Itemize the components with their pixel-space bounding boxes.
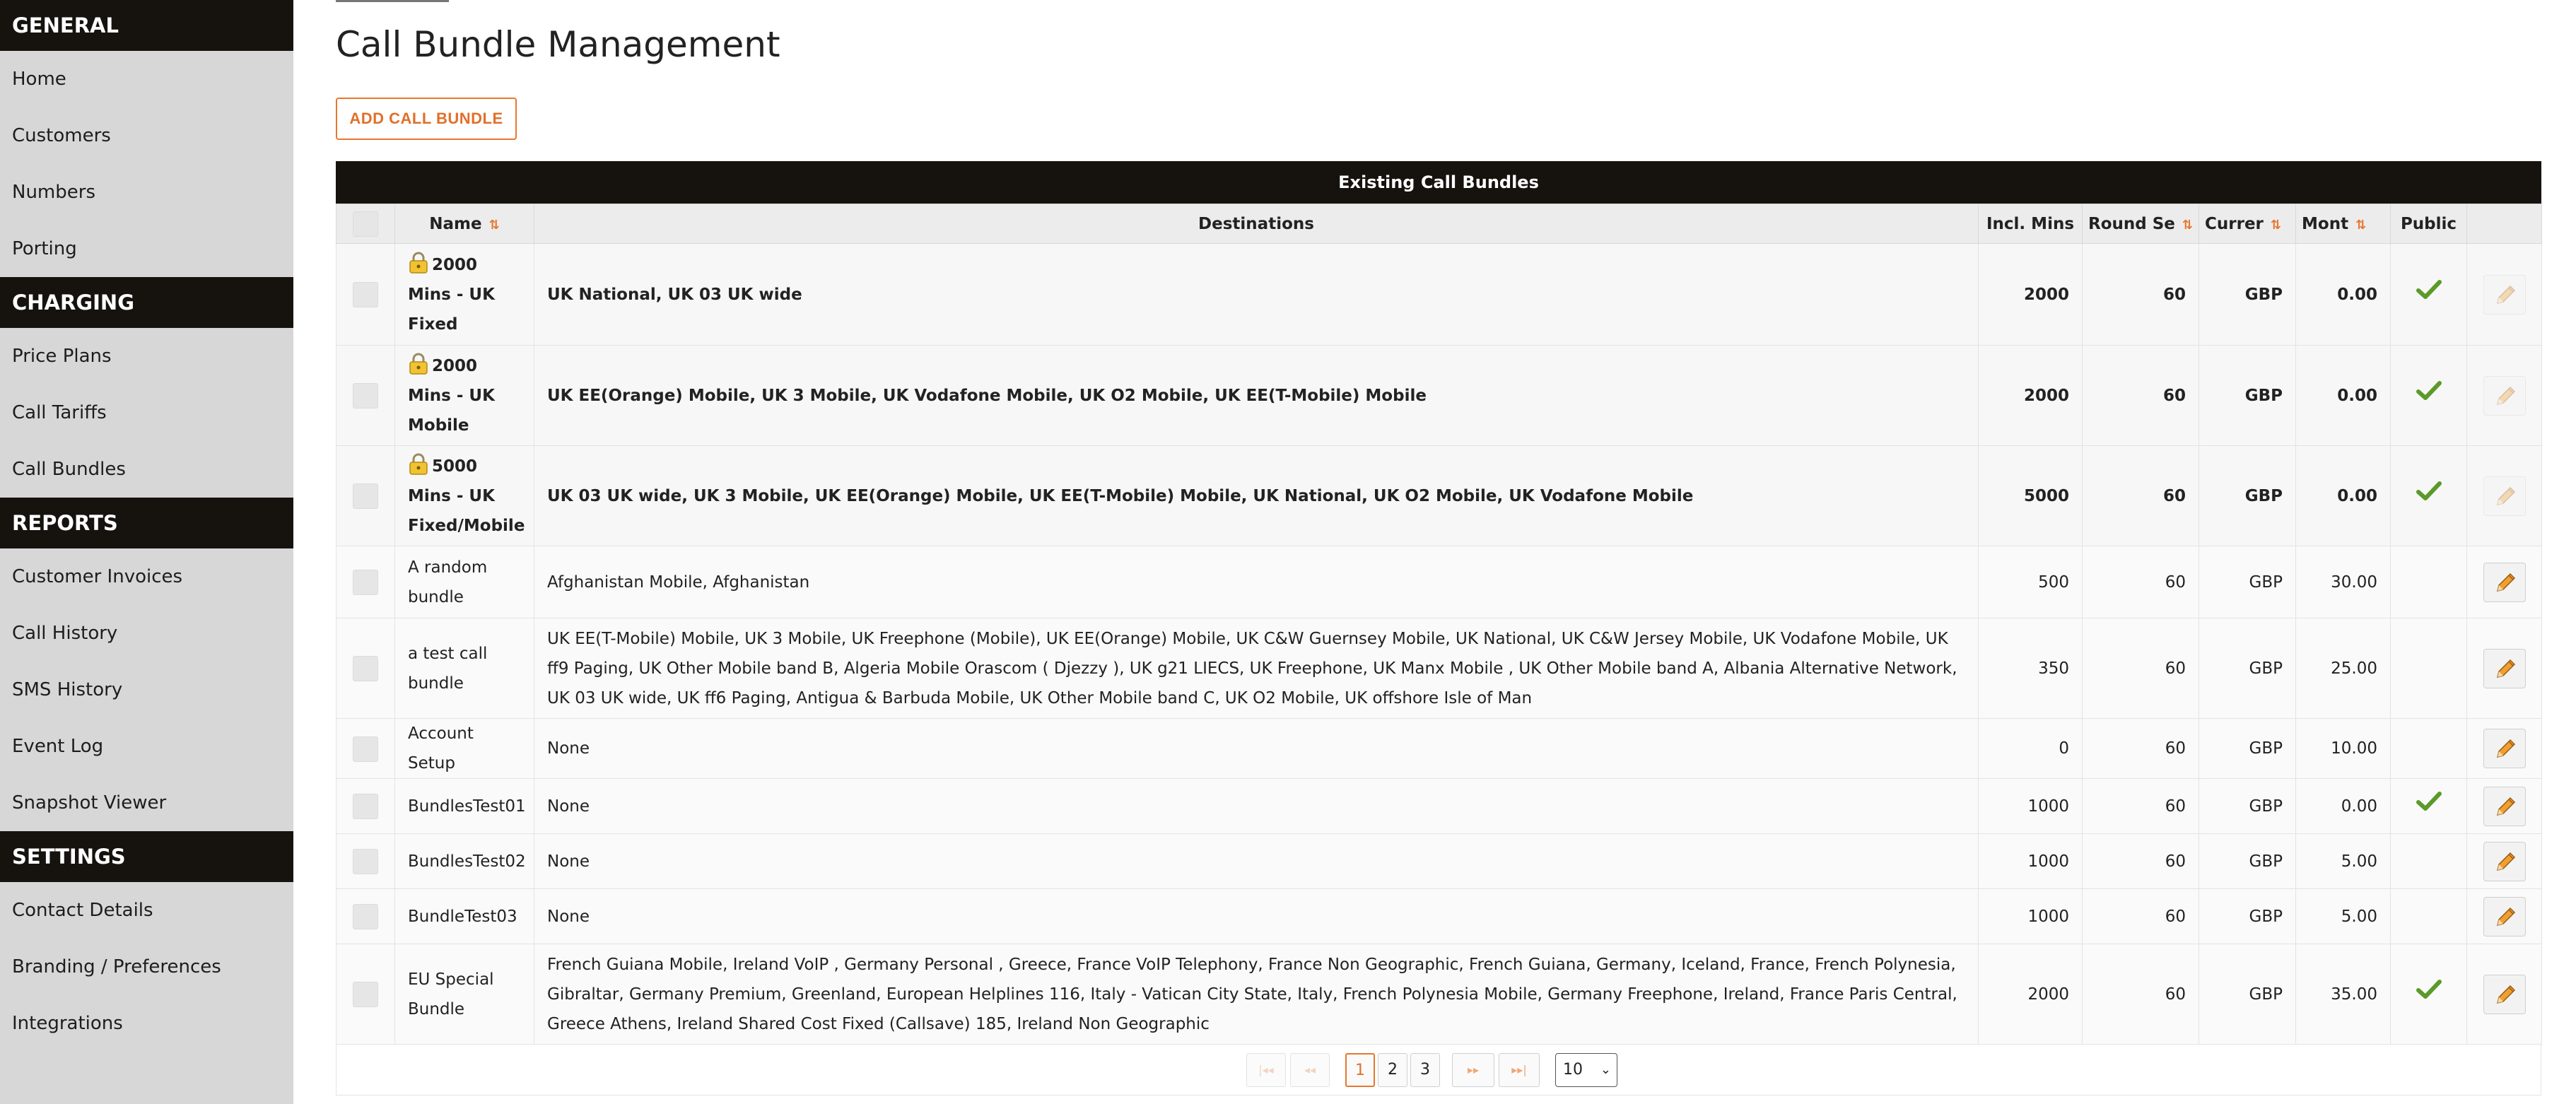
bundle-name: 2000 Mins - UK Fixed [408, 255, 495, 334]
incl-mins-cell: 1000 [1979, 779, 2083, 834]
sidebar-item-call-history[interactable]: Call History [12, 623, 118, 644]
table-row [336, 779, 2542, 834]
bundle-name: Account Setup [408, 724, 474, 773]
col-public [2391, 204, 2467, 244]
public-cell [2391, 779, 2467, 834]
col-incl-mins [1979, 204, 2083, 244]
round-seconds-cell: 60 [2083, 244, 2199, 346]
incl-mins-cell: 1000 [1979, 889, 2083, 944]
destinations-cell: None [534, 834, 1979, 889]
check-icon [2416, 279, 2442, 300]
row-select-cell [336, 546, 395, 618]
sidebar-item-integrations[interactable]: Integrations [12, 1013, 123, 1034]
edit-button[interactable] [2483, 649, 2526, 688]
round-seconds-cell: 60 [2083, 446, 2199, 546]
lock-icon [408, 353, 429, 375]
row-checkbox[interactable] [353, 736, 378, 762]
sidebar-item-numbers[interactable]: Numbers [12, 182, 95, 203]
actions-cell [2467, 244, 2542, 346]
incl-mins-cell: 5000 [1979, 446, 2083, 546]
currency-cell: GBP [2199, 446, 2296, 546]
row-checkbox[interactable] [353, 483, 378, 509]
edit-button[interactable] [2483, 842, 2526, 881]
bundle-name: BundleTest03 [408, 907, 517, 926]
public-cell [2391, 889, 2467, 944]
bundle-name: BundlesTest02 [408, 852, 526, 871]
first-page-button[interactable]: |◂◂ [1246, 1053, 1286, 1087]
page-2-button[interactable]: 2 [1378, 1053, 1407, 1087]
table-row [336, 834, 2542, 889]
row-checkbox[interactable] [353, 383, 378, 409]
col-destinations-label: Destinations [1198, 214, 1314, 233]
table-row [336, 546, 2542, 618]
row-select-cell [336, 346, 395, 446]
table-row [336, 889, 2542, 944]
public-cell [2391, 244, 2467, 346]
actions-cell [2467, 618, 2542, 719]
actions-cell [2467, 446, 2542, 546]
public-cell [2391, 944, 2467, 1045]
row-checkbox[interactable] [353, 570, 378, 595]
currency-cell: GBP [2199, 546, 2296, 618]
incl-mins-cell: 2000 [1979, 346, 2083, 446]
check-icon [2416, 380, 2442, 401]
monthly-cell: 0.00 [2296, 779, 2391, 834]
sidebar-item-customers[interactable]: Customers [12, 125, 111, 146]
incl-mins-cell: 1000 [1979, 834, 2083, 889]
edit-button[interactable] [2483, 897, 2526, 936]
page-1-button[interactable]: 1 [1345, 1053, 1375, 1087]
sidebar-section-general: GENERAL [0, 0, 293, 51]
currency-cell: GBP [2199, 618, 2296, 719]
row-checkbox[interactable] [353, 849, 378, 874]
sidebar-section-settings: SETTINGS [0, 831, 293, 882]
row-checkbox[interactable] [353, 904, 378, 929]
table-header-row [336, 204, 2542, 244]
monthly-cell: 30.00 [2296, 546, 2391, 618]
bundle-name-cell [395, 546, 534, 618]
col-public-label: Public [2400, 214, 2457, 233]
next-page-button[interactable]: ▸▸ [1452, 1053, 1494, 1087]
round-seconds-cell: 60 [2083, 618, 2199, 719]
row-checkbox[interactable] [353, 656, 378, 681]
actions-cell [2467, 834, 2542, 889]
sort-icon[interactable]: ⇅ [488, 217, 500, 233]
destinations-cell: UK EE(T-Mobile) Mobile, UK 3 Mobile, UK Freephone (Mobile), UK EE(Orange) Mobile, UK C&W Guernsey Mobile, UK National, UK C&W Jersey Mobile, UK Vodafone Mobile, UK ff9 Paging, UK Other Mobile band B, Algeria Mobile Orascom ( Djezzy ), UK g21 LIECS, UK Freephone, UK Manx Mobile , UK Other Mobile band A, Albania Alternative Network, UK 03 UK wide, UK ff6 Paging, Antigua & Barbuda Mobile, UK Other Mobile band C, UK O2 Mobile, UK offshore Isle of Man [534, 618, 1979, 719]
incl-mins-cell: 2000 [1979, 244, 2083, 346]
table-row [336, 944, 2542, 1045]
sidebar-item-call-tariffs[interactable]: Call Tariffs [12, 402, 107, 423]
round-seconds-cell: 60 [2083, 719, 2199, 779]
edit-button[interactable] [2483, 563, 2526, 602]
incl-mins-cell: 500 [1979, 546, 2083, 618]
currency-cell: GBP [2199, 889, 2296, 944]
table-title: Existing Call Bundles [336, 161, 2541, 204]
public-cell [2391, 546, 2467, 618]
monthly-cell: 5.00 [2296, 834, 2391, 889]
check-icon [2416, 481, 2442, 502]
sort-icon[interactable]: ⇅ [2182, 217, 2193, 233]
actions-cell [2467, 889, 2542, 944]
monthly-cell: 0.00 [2296, 244, 2391, 346]
currency-cell: GBP [2199, 944, 2296, 1045]
monthly-cell: 0.00 [2296, 346, 2391, 446]
main-content [293, 0, 2576, 1104]
page-size-value: 10 [1563, 1061, 1583, 1079]
page-size-select[interactable] [1555, 1053, 1617, 1087]
table-row [336, 346, 2542, 446]
bundle-name-cell [395, 244, 534, 346]
col-round-label: Round Se [2088, 214, 2175, 233]
round-seconds-cell: 60 [2083, 834, 2199, 889]
table-row [336, 446, 2542, 546]
bundle-name: 5000 Mins - UK Fixed/Mobile [408, 457, 525, 535]
edit-button[interactable] [2483, 787, 2526, 826]
row-select-cell [336, 446, 395, 546]
col-name-label: Name [429, 214, 482, 233]
row-select-cell [336, 244, 395, 346]
incl-mins-cell: 2000 [1979, 944, 2083, 1045]
edit-button[interactable] [2483, 476, 2526, 516]
bundle-name-cell [395, 618, 534, 719]
sidebar-item-price-plans[interactable]: Price Plans [12, 346, 112, 367]
destinations-cell: UK National, UK 03 UK wide [534, 244, 1979, 346]
breadcrumb-fragment [336, 0, 449, 2]
currency-cell: GBP [2199, 834, 2296, 889]
bundle-name-cell [395, 889, 534, 944]
destinations-cell: None [534, 889, 1979, 944]
round-seconds-cell: 60 [2083, 346, 2199, 446]
row-select-cell [336, 889, 395, 944]
destinations-cell: None [534, 779, 1979, 834]
row-select-cell [336, 779, 395, 834]
bundle-name: A random bundle [408, 558, 488, 606]
col-round[interactable] [2083, 204, 2199, 244]
currency-cell: GBP [2199, 779, 2296, 834]
monthly-cell: 25.00 [2296, 618, 2391, 719]
table-row [336, 244, 2542, 346]
row-checkbox[interactable] [353, 282, 378, 307]
monthly-cell: 35.00 [2296, 944, 2391, 1045]
sidebar-item-home[interactable]: Home [12, 69, 66, 90]
destinations-cell: None [534, 719, 1979, 779]
page-3-button[interactable]: 3 [1410, 1053, 1440, 1087]
sidebar-section-charging: CHARGING [0, 277, 293, 328]
select-all-header[interactable] [336, 204, 395, 244]
round-seconds-cell: 60 [2083, 779, 2199, 834]
sidebar-item-snapshot-viewer[interactable]: Snapshot Viewer [12, 792, 167, 814]
sidebar-section-reports: REPORTS [0, 498, 293, 548]
sidebar [0, 0, 293, 1104]
last-page-button[interactable]: ▸▸| [1499, 1053, 1540, 1087]
col-currency-label: Currer [2205, 214, 2264, 233]
bundle-name-cell [395, 944, 534, 1045]
actions-cell [2467, 346, 2542, 446]
col-actions [2467, 204, 2542, 244]
sidebar-item-contact-details[interactable]: Contact Details [12, 900, 153, 921]
round-seconds-cell: 60 [2083, 546, 2199, 618]
bundle-name-cell [395, 719, 534, 779]
prev-page-button[interactable]: ◂◂ [1290, 1053, 1330, 1087]
public-cell [2391, 446, 2467, 546]
row-select-cell [336, 834, 395, 889]
actions-cell [2467, 546, 2542, 618]
incl-mins-cell: 0 [1979, 719, 2083, 779]
currency-cell: GBP [2199, 244, 2296, 346]
sidebar-item-event-log[interactable]: Event Log [12, 736, 104, 757]
bundle-name: BundlesTest01 [408, 797, 526, 816]
col-destinations [534, 204, 1979, 244]
table-row [336, 719, 2542, 779]
col-currency[interactable] [2199, 204, 2296, 244]
check-icon [2416, 791, 2442, 812]
col-incl-mins-label: Incl. Mins [1986, 214, 2075, 233]
col-monthly-label: Mont [2302, 214, 2349, 233]
edit-button[interactable] [2483, 376, 2526, 416]
incl-mins-cell: 350 [1979, 618, 2083, 719]
row-select-cell [336, 618, 395, 719]
destinations-cell: UK EE(Orange) Mobile, UK 3 Mobile, UK Vodafone Mobile, UK O2 Mobile, UK EE(T-Mobile) Mobile [534, 346, 1979, 446]
sidebar-item-branding-preferences[interactable]: Branding / Preferences [12, 956, 221, 977]
add-call-bundle-button[interactable]: ADD CALL BUNDLE [336, 98, 517, 140]
chevron-down-icon: ⌄ [1600, 1062, 1611, 1077]
sidebar-item-sms-history[interactable]: SMS History [12, 679, 123, 700]
bundle-name-cell [395, 446, 534, 546]
public-cell [2391, 346, 2467, 446]
lock-icon [408, 453, 429, 476]
sort-icon[interactable]: ⇅ [2355, 217, 2367, 233]
monthly-cell: 0.00 [2296, 446, 2391, 546]
destinations-cell: French Guiana Mobile, Ireland VoIP , Germany Personal , Greece, France VoIP Telephony, France Non Geographic, French Guiana, Germany, Iceland, France, French Polynesia, Gibraltar, Germany Premium, Greenland, European Helplines 116, Italy - Vatican City State, Italy, French Polynesia Mobile, Germany Freephone, Ireland, France Paris Central, Greece Athens, Ireland Shared Cost Fixed (Callsave) 185, Ireland Non Geographic [534, 944, 1979, 1045]
actions-cell [2467, 719, 2542, 779]
page-title: Call Bundle Management [336, 24, 780, 65]
monthly-cell: 10.00 [2296, 719, 2391, 779]
row-checkbox[interactable] [353, 794, 378, 819]
actions-cell [2467, 779, 2542, 834]
select-all-checkbox[interactable] [353, 211, 378, 237]
actions-cell [2467, 944, 2542, 1045]
currency-cell: GBP [2199, 346, 2296, 446]
sidebar-item-porting[interactable]: Porting [12, 238, 77, 259]
lock-icon [408, 252, 429, 274]
bundle-name-cell [395, 834, 534, 889]
round-seconds-cell: 60 [2083, 889, 2199, 944]
bundle-name: a test call bundle [408, 644, 488, 693]
bundle-name-cell [395, 779, 534, 834]
sort-icon[interactable]: ⇅ [2270, 217, 2281, 233]
public-cell [2391, 834, 2467, 889]
bundle-name-cell [395, 346, 534, 446]
check-icon [2416, 979, 2442, 1000]
sidebar-item-call-bundles[interactable]: Call Bundles [12, 459, 126, 480]
row-select-cell [336, 719, 395, 779]
sidebar-item-customer-invoices[interactable]: Customer Invoices [12, 566, 183, 587]
round-seconds-cell: 60 [2083, 944, 2199, 1045]
edit-button[interactable] [2483, 729, 2526, 768]
table-row [336, 618, 2542, 719]
pagination [336, 1045, 2541, 1096]
bundle-name: EU Special Bundle [408, 970, 494, 1018]
monthly-cell: 5.00 [2296, 889, 2391, 944]
edit-button[interactable] [2483, 275, 2526, 315]
row-select-cell [336, 944, 395, 1045]
public-cell [2391, 719, 2467, 779]
col-name[interactable] [395, 204, 534, 244]
public-cell [2391, 618, 2467, 719]
col-monthly[interactable] [2296, 204, 2391, 244]
currency-cell: GBP [2199, 719, 2296, 779]
row-checkbox[interactable] [353, 982, 378, 1007]
bundle-name: 2000 Mins - UK Mobile [408, 356, 495, 435]
edit-button[interactable] [2483, 975, 2526, 1014]
call-bundles-table [336, 161, 2541, 1096]
destinations-cell: Afghanistan Mobile, Afghanistan [534, 546, 1979, 618]
destinations-cell: UK 03 UK wide, UK 3 Mobile, UK EE(Orange) Mobile, UK EE(T-Mobile) Mobile, UK National, UK O2 Mobile, UK Vodafone Mobile [534, 446, 1979, 546]
